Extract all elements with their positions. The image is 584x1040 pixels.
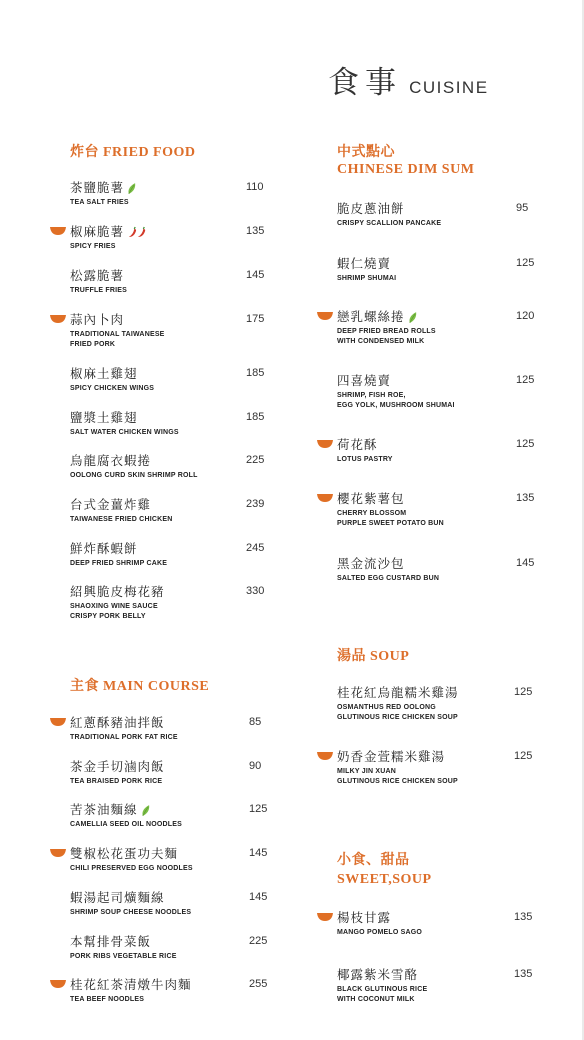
chili-icon xyxy=(127,226,147,239)
menu-item-price: 225 xyxy=(246,454,265,466)
menu-item-english-line: MILKY JIN XUAN xyxy=(337,768,397,775)
menu-item-english-line: TRADITIONAL TAIWANESE xyxy=(70,331,165,338)
menu-item-name-text: 蒜內卜肉 xyxy=(70,312,125,327)
recommended-bowl-icon xyxy=(50,227,66,235)
menu-item-english-line: TRUFFLE FRIES xyxy=(70,287,128,294)
menu-item-price: 225 xyxy=(249,935,268,947)
menu-item-name xyxy=(337,556,405,571)
menu-item-english xyxy=(337,274,396,284)
menu-item-name xyxy=(337,309,417,324)
menu-item-price: 175 xyxy=(246,313,265,325)
leaf-icon xyxy=(127,182,136,195)
recommended-bowl-icon xyxy=(317,312,333,320)
menu-item-price: 125 xyxy=(516,438,535,450)
page-title-zh: 食事 xyxy=(328,65,402,101)
menu-item-price: 125 xyxy=(516,374,535,386)
menu-item-english-line: BLACK GLUTINOUS RICE xyxy=(337,986,428,993)
menu-item-name-text: 四喜燒賣 xyxy=(337,373,392,388)
menu-item-name xyxy=(70,453,151,468)
menu-item-name-text: 茶鹽脆薯 xyxy=(70,180,125,195)
recommended-bowl-icon xyxy=(317,440,333,448)
menu-item-name xyxy=(70,802,150,817)
menu-item-name-text: 蝦湯起司爌麵線 xyxy=(70,890,165,905)
menu-item-english xyxy=(70,330,165,350)
menu-item-english-line: FRIED PORK xyxy=(70,341,116,348)
menu-item-price: 145 xyxy=(246,269,265,281)
menu-item-english-line: SALTED EGG CUSTARD BUN xyxy=(337,575,440,582)
menu-item-name-text: 椒麻脆薯 xyxy=(70,224,125,239)
menu-item-price: 125 xyxy=(514,750,533,762)
menu-item-english xyxy=(70,515,172,525)
menu-item-english xyxy=(337,391,455,411)
menu-item-english-line: WITH COCONUT MILK xyxy=(337,996,415,1003)
leaf-icon xyxy=(408,311,417,324)
menu-item-price: 145 xyxy=(516,557,535,569)
menu-item-english xyxy=(337,327,436,347)
menu-item-price: 135 xyxy=(514,911,533,923)
menu-item-name-text: 奶香金萱糯米雞湯 xyxy=(337,749,446,764)
menu-item-english-line: TEA BRAISED PORK RICE xyxy=(70,778,163,785)
menu-item-name xyxy=(337,685,459,700)
menu-item-english-line: TAIWANESE FRIED CHICKEN xyxy=(70,516,173,523)
menu-item-price: 125 xyxy=(249,803,268,815)
menu-item-name xyxy=(70,934,151,949)
menu-item-english xyxy=(70,471,198,481)
menu-item-english-line: DEEP FRIED BREAD ROLLS xyxy=(337,328,436,335)
menu-item-name xyxy=(70,312,124,327)
menu-item-english-line: SHAOXING WINE SAUCE xyxy=(70,603,158,610)
menu-item-price: 330 xyxy=(246,585,265,597)
menu-item-english-line: EGG YOLK, MUSHROOM SHUMAI xyxy=(337,402,455,409)
section-title-fried-food: 炸台 FRIED FOOD xyxy=(70,145,196,160)
menu-item-english xyxy=(337,219,441,229)
menu-item-english xyxy=(337,985,427,1005)
menu-item-name-text: 雙椒松花蛋功夫麵 xyxy=(70,846,179,861)
menu-item-english-line: CRISPY PORK BELLY xyxy=(70,613,146,620)
menu-item-price: 85 xyxy=(249,716,262,728)
menu-item-price: 135 xyxy=(514,968,533,980)
menu-item-english xyxy=(70,820,182,830)
menu-item-english-line: SALT WATER CHICKEN WINGS xyxy=(70,429,179,436)
menu-item-english xyxy=(70,384,154,394)
menu-item-name-text: 櫻花紫薯包 xyxy=(337,491,405,506)
menu-item-price: 135 xyxy=(516,492,535,504)
recommended-bowl-icon xyxy=(317,494,333,502)
menu-item-name xyxy=(70,224,147,239)
menu-item-name-text: 脆皮蔥油餅 xyxy=(337,201,405,216)
menu-item-english-line: OOLONG CURD SKIN SHRIMP ROLL xyxy=(70,472,198,479)
section-title-sweet-en: SWEET,SOUP xyxy=(337,872,432,887)
menu-item-name xyxy=(337,437,378,452)
menu-item-english xyxy=(70,602,158,622)
section-title-dim-sum-en: CHINESE DIM SUM xyxy=(337,162,475,177)
menu-item-name xyxy=(337,749,445,764)
menu-item-name xyxy=(70,759,165,774)
menu-item-price: 185 xyxy=(246,411,265,423)
menu-item-name xyxy=(337,967,418,982)
menu-item-name xyxy=(70,410,138,425)
menu-item-english-line: GLUTINOUS RICE CHICKEN SOUP xyxy=(337,714,458,721)
menu-item-english xyxy=(70,286,127,296)
menu-item-english xyxy=(70,952,177,962)
recommended-bowl-icon xyxy=(317,913,333,921)
menu-item-name xyxy=(337,373,391,388)
menu-item-name xyxy=(70,977,192,992)
menu-item-name xyxy=(337,201,405,216)
menu-item-name xyxy=(70,366,138,381)
section-title-main-course: 主食 MAIN COURSE xyxy=(70,679,210,694)
menu-item-english-line: SHRIMP SOUP CHEESE NOODLES xyxy=(70,909,192,916)
menu-item-name-text: 鹽漿土雞翅 xyxy=(70,410,138,425)
menu-item-price: 185 xyxy=(246,367,265,379)
menu-item-name-text: 荷花酥 xyxy=(337,437,378,452)
menu-item-english xyxy=(337,455,393,465)
menu-item-name xyxy=(70,890,165,905)
menu-item-english xyxy=(70,559,167,569)
menu-item-name-text: 楊枝甘露 xyxy=(337,910,392,925)
menu-item-english xyxy=(70,733,178,743)
page-title xyxy=(328,57,489,102)
menu-item-price: 125 xyxy=(514,686,533,698)
recommended-bowl-icon xyxy=(50,980,66,988)
menu-item-english xyxy=(337,928,422,938)
menu-item-english-line: DEEP FRIED SHRIMP CAKE xyxy=(70,560,168,567)
menu-item-english-line: WITH CONDENSED MILK xyxy=(337,338,425,345)
menu-item-name-text: 蝦仁燒賣 xyxy=(337,256,392,271)
menu-item-name xyxy=(70,180,136,195)
menu-item-name-text: 桂花紅烏龍糯米雞湯 xyxy=(337,685,459,700)
menu-item-english-line: SPICY FRIES xyxy=(70,243,116,250)
leaf-icon xyxy=(141,804,150,817)
menu-item-name xyxy=(337,256,391,271)
menu-item-price: 145 xyxy=(249,847,268,859)
menu-item-english-line: PORK RIBS VEGETABLE RICE xyxy=(70,953,177,960)
menu-item-name-text: 鮮炸酥蝦餅 xyxy=(70,541,138,556)
menu-item-name-text: 本幫排骨菜飯 xyxy=(70,934,152,949)
recommended-bowl-icon xyxy=(50,849,66,857)
menu-item-english xyxy=(337,509,444,529)
menu-item-name-text: 烏龍腐衣蝦捲 xyxy=(70,453,152,468)
menu-item-english-line: CHERRY BLOSSOM xyxy=(337,510,407,517)
menu-item-price: 110 xyxy=(246,181,264,193)
menu-item-english-line: TRADITIONAL PORK FAT RICE xyxy=(70,734,178,741)
menu-item-english xyxy=(337,703,458,723)
menu-item-name-text: 椒麻土雞翅 xyxy=(70,366,138,381)
menu-item-english xyxy=(70,428,179,438)
menu-item-english-line: MANGO POMELO SAGO xyxy=(337,929,423,936)
menu-item-english xyxy=(70,242,116,252)
menu-item-name xyxy=(70,846,178,861)
menu-item-name xyxy=(70,541,138,556)
menu-item-price: 135 xyxy=(246,225,265,237)
menu-item-name-text: 黑金流沙包 xyxy=(337,556,405,571)
menu-item-price: 120 xyxy=(516,310,535,322)
menu-item-english-line: GLUTINOUS RICE CHICKEN SOUP xyxy=(337,778,458,785)
menu-item-name xyxy=(70,715,165,730)
menu-item-name xyxy=(70,497,151,512)
menu-item-name xyxy=(337,910,391,925)
menu-item-price: 90 xyxy=(249,760,262,772)
menu-item-price: 245 xyxy=(246,542,265,554)
recommended-bowl-icon xyxy=(317,752,333,760)
menu-item-english xyxy=(70,908,191,918)
menu-item-english-line: TEA BEEF NOODLES xyxy=(70,996,145,1003)
page-title-en: CUISINE xyxy=(409,78,489,97)
menu-item-english-line: SHRIMP, FISH ROE, xyxy=(337,392,406,399)
menu-item-name-text: 茶金手切滷肉飯 xyxy=(70,759,165,774)
menu-item-name-text: 紅蔥酥豬油拌飯 xyxy=(70,715,165,730)
menu-item-price: 125 xyxy=(516,257,535,269)
menu-item-name xyxy=(70,268,124,283)
menu-item-english-line: PURPLE SWEET POTATO BUN xyxy=(337,520,444,527)
menu-item-english xyxy=(70,777,162,787)
menu-item-english-line: OSMANTHUS RED OOLONG xyxy=(337,704,436,711)
menu-item-name-text: 台式金薑炸雞 xyxy=(70,497,152,512)
menu-item-english-line: CRISPY SCALLION PANCAKE xyxy=(337,220,442,227)
menu-item-english-line: CAMELLIA SEED OIL NOODLES xyxy=(70,821,182,828)
recommended-bowl-icon xyxy=(50,718,66,726)
menu-item-english-line: SPICY CHICKEN WINGS xyxy=(70,385,155,392)
menu-item-price: 95 xyxy=(516,202,529,214)
menu-item-name xyxy=(70,584,165,599)
menu-item-english-line: LOTUS PASTRY xyxy=(337,456,393,463)
menu-item-name-text: 椰露紫米雪酪 xyxy=(337,967,419,982)
menu-item-english xyxy=(337,574,439,584)
menu-item-name-text: 紹興脆皮梅花豬 xyxy=(70,584,165,599)
menu-item-english xyxy=(70,995,144,1005)
menu-item-english xyxy=(70,198,129,208)
menu-item-name-text: 苦茶油麵線 xyxy=(70,802,138,817)
menu-item-english xyxy=(70,864,193,874)
section-title-dim-sum-zh: 中式點心 xyxy=(337,145,395,160)
recommended-bowl-icon xyxy=(50,315,66,323)
menu-item-english-line: SHRIMP SHUMAI xyxy=(337,275,397,282)
menu-item-price: 255 xyxy=(249,978,268,990)
menu-item-english-line: CHILI PRESERVED EGG NOODLES xyxy=(70,865,193,872)
menu-item-name xyxy=(337,491,405,506)
section-title-sweet-zh: 小食、甜品 xyxy=(337,853,410,868)
menu-item-price: 145 xyxy=(249,891,268,903)
menu-item-name-text: 戀乳螺絲捲 xyxy=(337,309,405,324)
menu-item-price: 239 xyxy=(246,498,265,510)
menu-item-english-line: TEA SALT FRIES xyxy=(70,199,129,206)
menu-item-name-text: 桂花紅茶清燉牛肉麵 xyxy=(70,977,192,992)
section-title-soup: 湯品 SOUP xyxy=(337,649,410,664)
menu-item-english xyxy=(337,767,458,787)
menu-item-name-text: 松露脆薯 xyxy=(70,268,125,283)
